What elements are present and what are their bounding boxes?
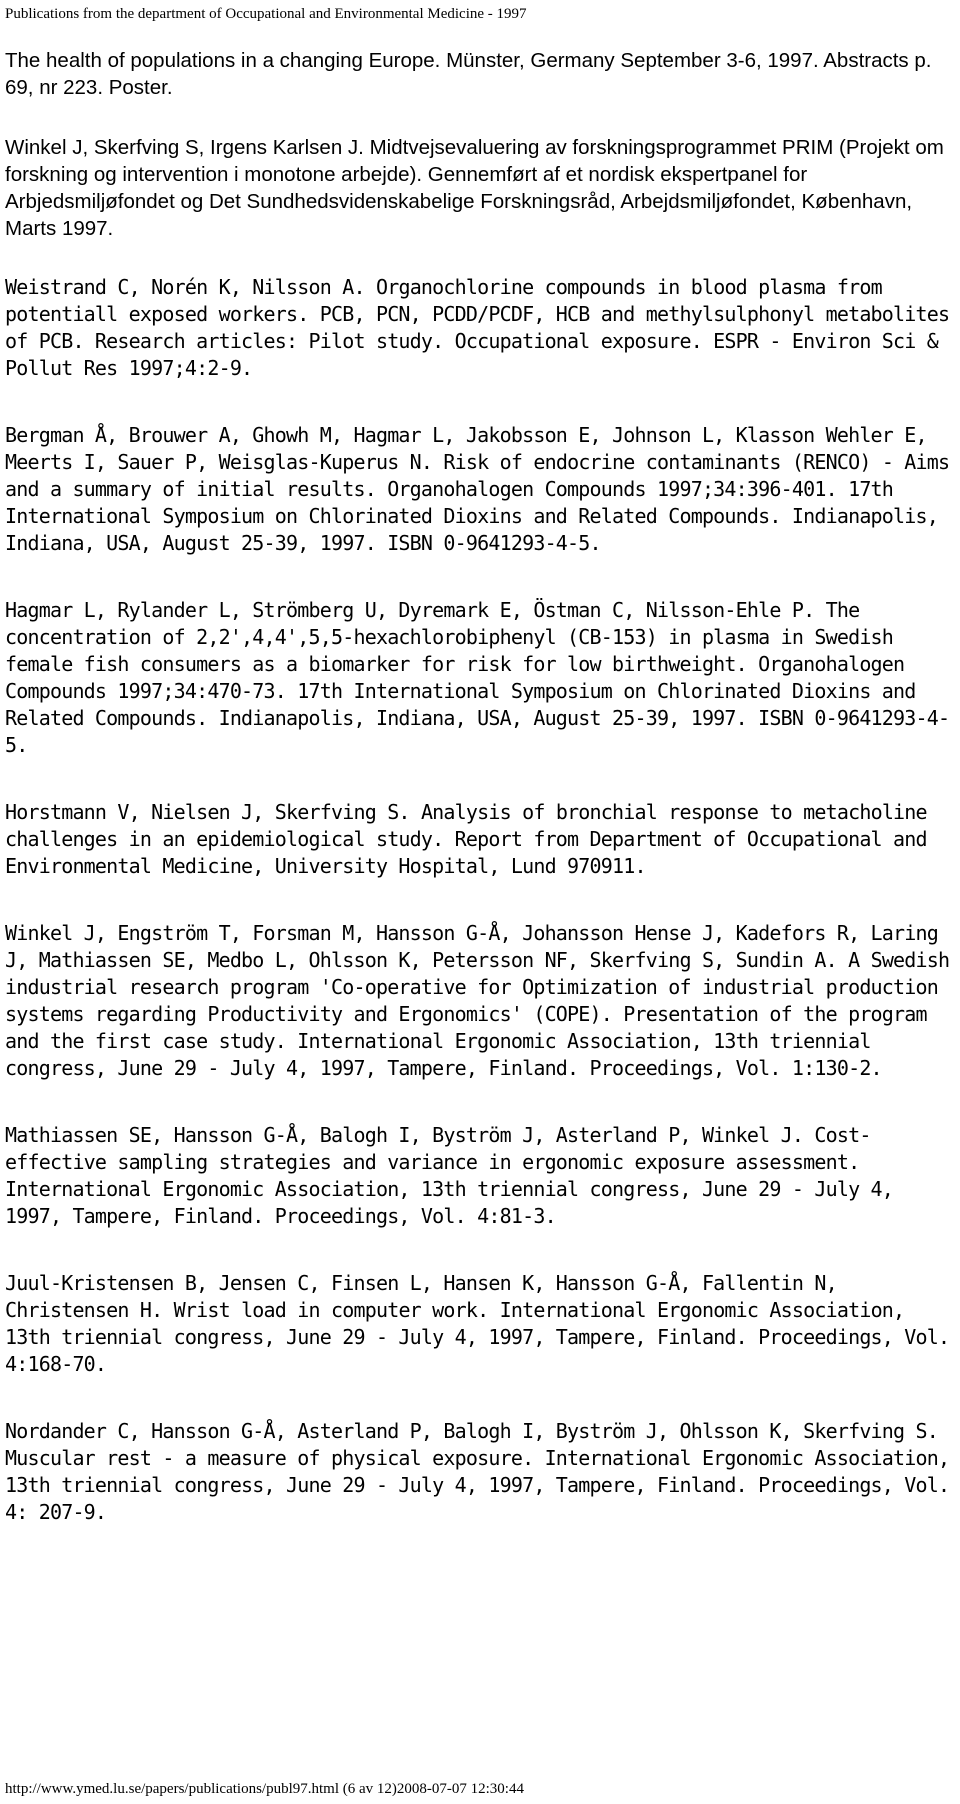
publication-authors: Hagmar L, Rylander L, Strömberg U, Dyremark E, Östman C, Nilsson-Ehle P. [5,598,815,622]
publication-authors: Bergman Å, Brouwer A, Ghowh M, Hagmar L, Jakobsson E, Johnson L, Klasson Wehler E, Meerts I, Sauer P, Weisglas-Kuperus N. [5,423,927,474]
publication-body: Midtvejsevaluering av forskningsprogrammet PRIM (Projekt om forskning og intervention i monotone arbejde). Gennemført af et nordisk ekspertpanel for Arbjedsmiljøfondet og Det Sundhedsvidenskabelige Forskningsråd, Arbejdsmiljøfondet, København, Marts 1997. [5,136,944,240]
publication-body: Analysis of bronchial response to metacholine challenges in an epidemiological study. Report from Department of Occupational and Environmental Medicine, University Hospital, Lund 970911. [5,800,927,878]
publication-entry [5,1418,955,1526]
publication-entry [5,1122,955,1230]
publication-entry [5,920,955,1082]
publication-authors: Mathiassen SE, Hansson G-Å, Balogh I, Byström J, Asterland P, Winkel J. [5,1123,804,1147]
publication-body: The health of populations in a changing Europe. Münster, Germany September 3-6, 1997. Abstracts p. 69, nr 223. Poster. [5,49,932,99]
publication-body: Wrist load in computer work. International Ergonomic Association, 13th triennial congress, June 29 - July 4, 1997, Tampere, Finland. Proceedings, Vol. 4:168-70. [5,1298,950,1376]
publication-body: Organochlorine compounds in blood plasma from potentiall exposed workers. PCB, PCN, PCDD/PCDF, HCB and methylsulphonyl metabolites of PCB. Research articles: Pilot study. Occupational exposure. ESPR - Environ Sci & Pollut Res 1997;4:2-9. [5,275,950,380]
publication-entry [5,597,955,759]
publication-entry [5,274,955,382]
publication-authors: Juul-Kristensen B, Jensen C, Finsen L, Hansen K, Hansson G-Å, Fallentin N, Christensen H. [5,1271,837,1322]
page-header: Publications from the department of Occupational and Environmental Medicine - 1997 [5,6,527,22]
publication-authors: Winkel J, Engström T, Forsman M, Hansson G-Å, Johansson Hense J, Kadefors R, Laring J, Mathiassen SE, Medbo L, Ohlsson K, Petersson NF, Skerfving S, Sundin A. [5,921,939,972]
publication-entry [5,799,955,880]
publication-entry [5,1270,955,1378]
publication-body: Risk of endocrine contaminants (RENCO) - Aims and a summary of initial results. Organohalogen Compounds 1997;34:396-401. 17th International Symposium on Chlorinated Dioxins and Related Compounds. Indianapolis, Indiana, USA, August 25-39, 1997. ISBN 0-9641293-4-5. [5,450,950,555]
publication-list [5,47,955,1566]
publication-entry [5,134,955,242]
publication-body: A Swedish industrial research program 'Co-operative for Optimization of industrial production systems regarding Productivity and Ergonomics' (COPE). Presentation of the program and the first case study. International Ergonomic Association, 13th triennial congress, June 29 - July 4, 1997, Tampere, Finland. Proceedings, Vol. 1:130-2. [5,948,950,1080]
publication-body: Cost-effective sampling strategies and variance in ergonomic exposure assessment. International Ergonomic Association, 13th triennial congress, June 29 - July 4, 1997, Tampere, Finland. Proceedings, Vol. 4:81-3. [5,1123,894,1228]
publication-entry [5,47,955,101]
page-footer-url: http://www.ymed.lu.se/papers/publications/publ97.html (6 av 12)2008-07-07 12:30:44 [5,1781,524,1797]
publication-entry [5,422,955,557]
publication-body: Muscular rest - a measure of physical exposure. International Ergonomic Association, 13th triennial congress, June 29 - July 4, 1997, Tampere, Finland. Proceedings, Vol. 4: 207-9. [5,1446,950,1524]
publication-authors: Weistrand C, Norén K, Nilsson A. [5,275,365,299]
publication-body: The concentration of 2,2',4,4',5,5-hexachlorobiphenyl (CB-153) in plasma in Swedish female fish consumers as a biomarker for risk for low birthweight. Organohalogen Compounds 1997;34:470-73. 17th International Symposium on Chlorinated Dioxins and Related Compounds. Indianapolis, Indiana, USA, August 25-39, 1997. ISBN 0-9641293-4-5. [5,598,950,757]
publication-authors: Horstmann V, Nielsen J, Skerfving S. [5,800,410,824]
publication-authors: Nordander C, Hansson G-Å, Asterland P, Balogh I, Byström J, Ohlsson K, Skerfving S. [5,1419,939,1443]
publication-authors: Winkel J, Skerfving S, Irgens Karlsen J. [5,136,364,159]
